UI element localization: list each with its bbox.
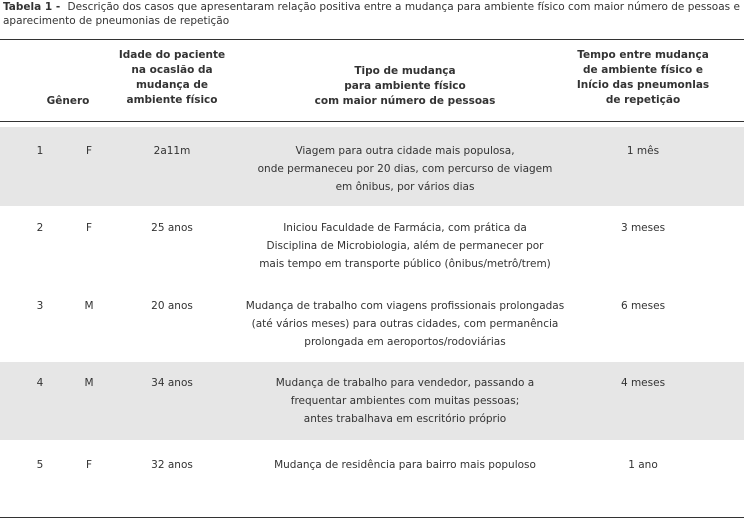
row-idade: 20 anos [151,300,193,312]
row-tipo: Mudança de trabalho para vendedor, passando a frequentar ambientes com muitas pessoas; antes trabalhava em escritório próprio [275,377,535,425]
header-tipo: Tipo de mudança para ambiente físico com maior número de pessoas [314,65,496,107]
header-idade: Idade do paciente na ocaslão da mudança de ambiente físico [118,49,226,106]
row-tipo: Mudança de trabalho com viagens profissionais prolongadas (até vários meses) para outras cidades, com permanência prolongada em aeroportos/rodoviárias [245,300,565,348]
row-genero: F [85,459,93,471]
row-idade: 32 anos [151,459,193,471]
row-genero: F [85,222,93,234]
row-number: 1 [36,145,44,157]
row-tempo: 1 mês [626,145,660,157]
row-number: 3 [36,300,44,312]
row-genero: M [84,377,94,389]
row-tipo: Iniciou Faculdade de Farmácia, com prática da Disciplina de Microbiologia, além de permanecer por mais tempo em transporte público (ônibus/metrô/trem) [259,222,551,270]
table-row [0,284,744,362]
row-tipo: Mudança de residência para bairro mais populoso [274,459,536,471]
top-rule [0,39,744,40]
caption-text: Descrição dos casos que apresentaram relação positiva entre a mudança para ambiente físico com maior número de pessoas e aparecimento de pneumonias de repetição [3,1,740,27]
header-rule [0,121,744,122]
row-tempo: 3 meses [620,222,666,234]
row-tempo: 4 meses [620,377,666,389]
header-genero: Gênero [46,95,90,107]
table-row [0,127,744,206]
row-idade: 2a11m [153,145,191,157]
table-row [0,206,744,284]
caption-label: Tabela 1 - [3,1,61,13]
header-tempo: Tempo entre mudança de ambiente físico e Início das pneumonlas de repetição [576,49,710,106]
row-genero: F [85,145,93,157]
row-tempo: 6 meses [620,300,666,312]
row-idade: 25 anos [151,222,193,234]
table-row [0,362,744,440]
row-idade: 34 anos [151,377,193,389]
row-tipo: Viagem para outra cidade mais populosa, onde permaneceu por 20 dias, com percurso de viagem em ônibus, por vários dias [257,145,553,193]
row-number: 4 [36,377,44,389]
row-number: 5 [36,459,44,471]
row-tempo: 1 ano [628,459,658,471]
row-genero: M [84,300,94,312]
bottom-rule [0,517,744,518]
table-row [0,440,744,517]
table-caption [3,0,741,28]
row-number: 2 [36,222,44,234]
